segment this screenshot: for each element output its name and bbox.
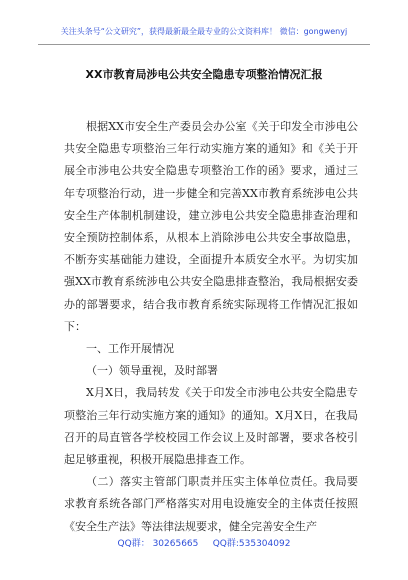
- intro-paragraph: 根据XX市安全生产委员会办公室《关于印发全市涉电公共安全隐患专项整治三年行动实施方案的通知》和《关于开展全市涉电公共安全隐患专项整治工作的函》要求，通过三年专项整治行动，进一步健全和完善XX市教育系统涉电公共安全生产体制机制建设，建立涉电公共安全隐患排查治理和安全预防控制体系，从根本上消除涉电公共安全事故隐患，不断夯实基础能力建设，全面提升本质安全水平。为切实加强XX市教育系统涉电公共安全隐患排查整治，我局根据安委办的部署要求，结合我市教育系统实际现将工作情况汇报如下：: [64, 120, 358, 333]
- body-paragraph-2: （二）落实主管部门职责并压实主体单位责任。我局要求教育系统各部门严格落实对用电设施安全的主体责任按照《安全生产法》等法律法规要求，健全完善安全生产: [64, 475, 358, 533]
- document-title: XX市教育局涉电公共安全隐患专项整治情况汇报: [85, 68, 323, 81]
- document-body: [64, 116, 358, 538]
- header-divider: [38, 44, 370, 45]
- subsection-heading-1: （一）领导重视，及时部署: [86, 364, 218, 378]
- header-note: 关注头条号“公文研究”，获得最新最全最专业的公文资料库！ 微信：gongwenyj: [60, 27, 348, 36]
- footer-note: QQ群： 30265665 QQ群:535304092: [117, 539, 291, 549]
- body-paragraph-1: X月X日，我局转发《关于印发全市涉电公共安全隐患专项整治三年行动实施方案的通知》的通知。X月X日，在我局召开的局直管各学校校园工作会议上及时部署，要求各校引起足够重视，积极开展隐患排查工作。: [64, 386, 358, 467]
- section-heading: 一、工作开展情况: [86, 342, 174, 356]
